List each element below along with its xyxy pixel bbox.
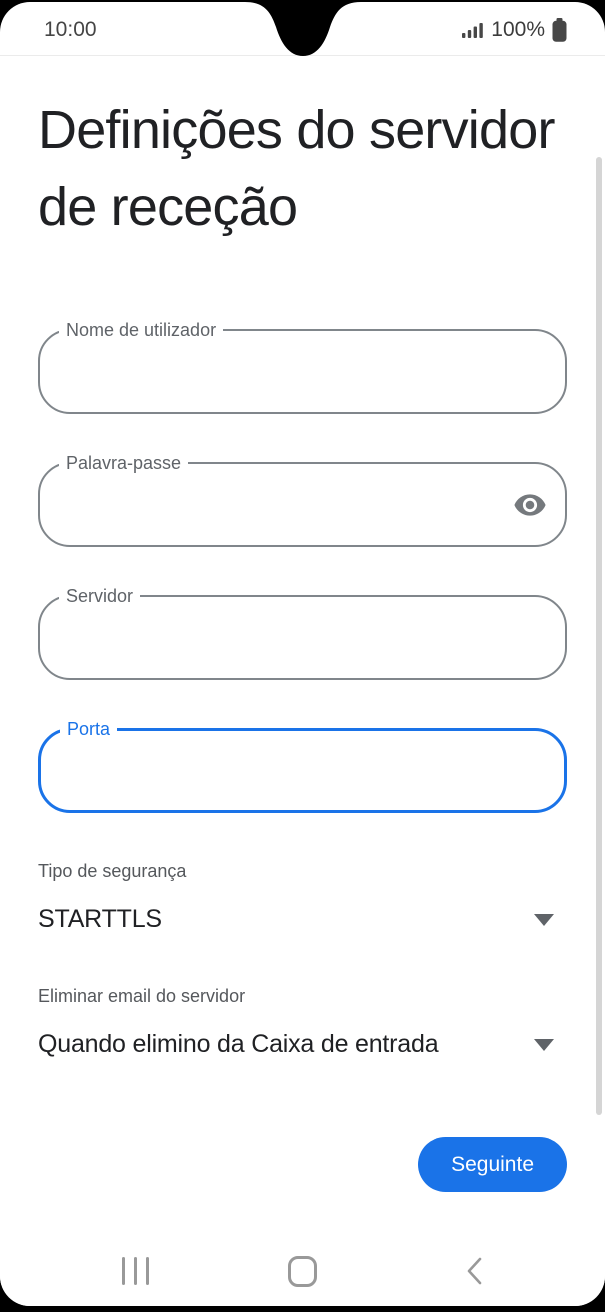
password-input[interactable] bbox=[40, 464, 565, 545]
port-field bbox=[38, 719, 567, 813]
security-type-dropdown[interactable] bbox=[38, 905, 567, 934]
signal-strength-icon bbox=[462, 22, 484, 38]
username-label: Nome de utilizador bbox=[59, 320, 223, 341]
port-label: Porta bbox=[60, 719, 117, 740]
recents-button[interactable] bbox=[113, 1249, 157, 1293]
scrollbar[interactable] bbox=[596, 157, 602, 1115]
server-field bbox=[38, 586, 567, 680]
show-password-button[interactable] bbox=[509, 484, 551, 526]
visibility-eye-icon bbox=[513, 488, 547, 522]
settings-form bbox=[0, 92, 605, 1192]
back-button[interactable] bbox=[452, 1249, 496, 1293]
delete-email-label: Eliminar email do servidor bbox=[38, 986, 246, 1007]
status-indicators bbox=[462, 18, 567, 42]
server-label: Servidor bbox=[59, 586, 140, 607]
back-icon bbox=[465, 1256, 483, 1286]
security-type-value: STARTTLS bbox=[38, 905, 162, 934]
caret-down-icon bbox=[534, 1039, 554, 1051]
port-input[interactable] bbox=[41, 731, 564, 810]
security-type-group bbox=[38, 861, 567, 934]
clock: 10:00 bbox=[44, 17, 97, 41]
username-input[interactable] bbox=[40, 331, 565, 412]
delete-email-dropdown[interactable] bbox=[38, 1030, 567, 1059]
delete-email-value: Quando elimino da Caixa de entrada bbox=[38, 1030, 439, 1059]
password-field bbox=[38, 453, 567, 547]
camera-notch bbox=[245, 2, 361, 56]
phone-screen bbox=[0, 2, 605, 1306]
security-type-label: Tipo de segurança bbox=[38, 861, 187, 882]
page-title: Definições do servidor de receção bbox=[38, 100, 555, 237]
username-field bbox=[38, 320, 567, 414]
password-label: Palavra-passe bbox=[59, 453, 188, 474]
home-icon bbox=[288, 1256, 317, 1287]
home-button[interactable] bbox=[280, 1249, 324, 1293]
recents-icon bbox=[122, 1257, 149, 1285]
caret-down-icon bbox=[534, 914, 554, 926]
navigation-bar bbox=[0, 1236, 605, 1306]
server-input[interactable] bbox=[40, 597, 565, 678]
battery-percent-label: 100% bbox=[491, 17, 545, 41]
delete-email-group bbox=[38, 986, 567, 1059]
next-button[interactable]: Seguinte bbox=[418, 1137, 567, 1192]
battery-icon bbox=[552, 18, 567, 42]
